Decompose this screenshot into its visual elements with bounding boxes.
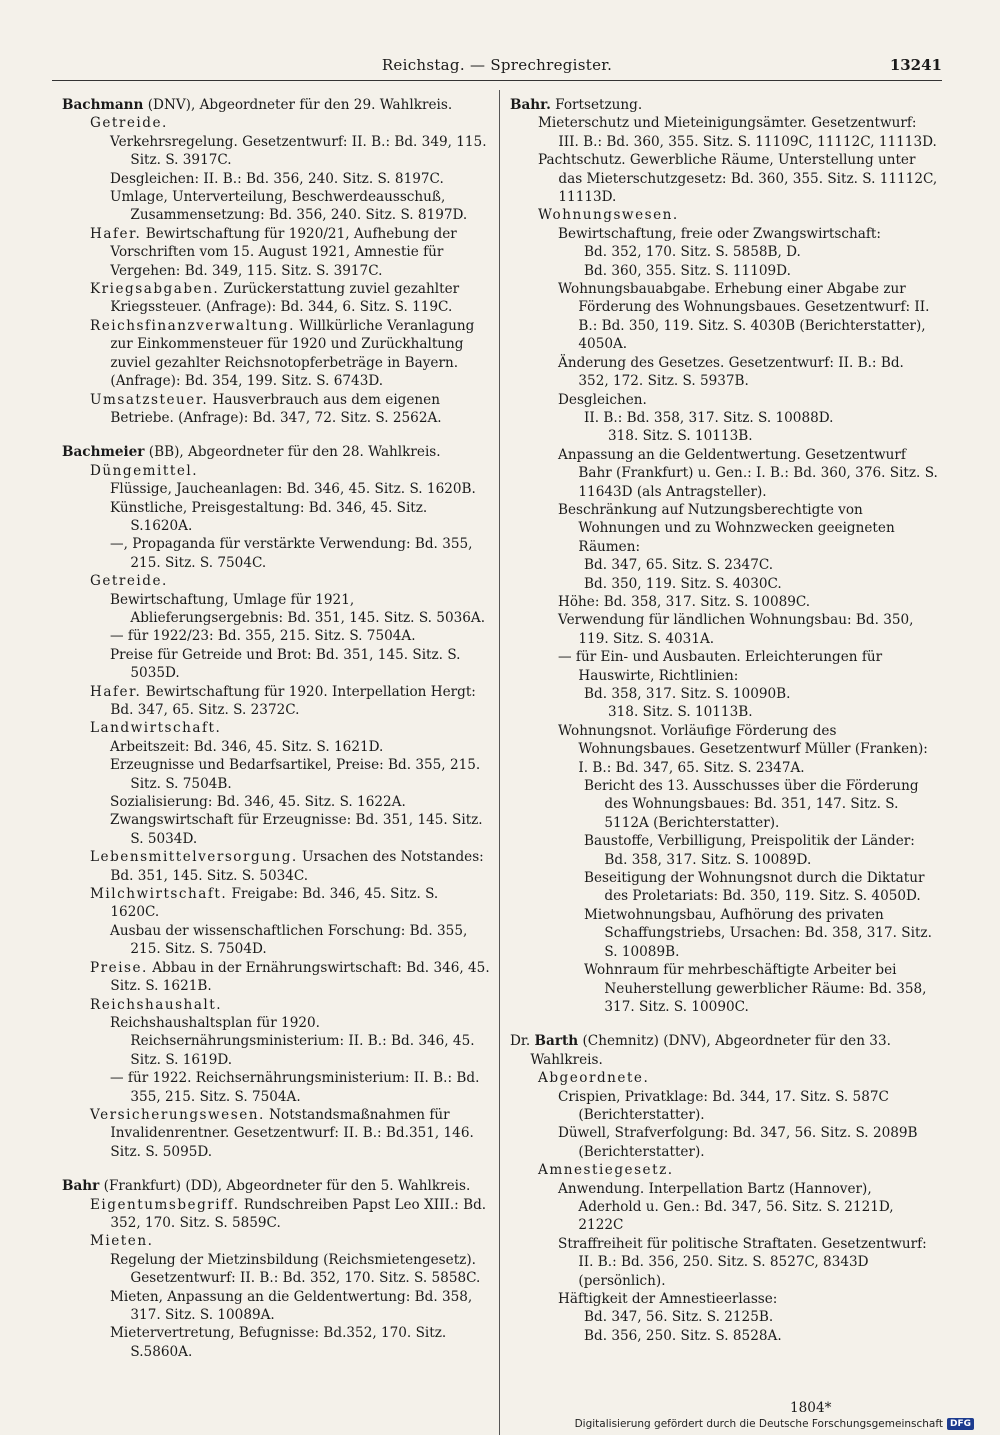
index-line xyxy=(584,906,938,961)
page-number: 13241 xyxy=(889,56,942,74)
index-line xyxy=(584,1308,938,1326)
subject-heading: Düngemittel. xyxy=(90,462,199,479)
index-text: — für Ein- und Ausbauten. Erleichterungen für Hauswirte, Richtlinien: xyxy=(558,649,883,684)
index-line xyxy=(110,133,490,170)
speaker-name: Bachmeier xyxy=(62,444,145,461)
index-text: Zwangswirtschaft für Erzeugnisse: Bd. 351, 145. Sitz. S. 5034D. xyxy=(110,812,483,847)
subject-heading: Wohnungswesen. xyxy=(538,207,679,224)
index-line xyxy=(110,793,490,811)
index-text: Mieterschutz und Mieteinigungsämter. Gesetzentwurf: III. B.: Bd. 360, 355. Sitz. S. 11109C, 11112C, 11113D. xyxy=(538,115,937,150)
index-text: Flüssige, Jaucheanlagen: Bd. 346, 45. Sitz. S. 1620B. xyxy=(110,481,476,498)
index-line xyxy=(90,683,490,720)
index-line xyxy=(584,685,938,703)
index-line xyxy=(110,738,490,756)
index-text: Regelung der Mietzinsbildung (Reichsmietengesetz). Gesetzentwurf: II. B.: Bd. 352, 170. Sitz. S. 5858C. xyxy=(110,1251,481,1287)
index-line xyxy=(90,1196,490,1233)
index-text: Straffreiheit für politische Straftaten. Gesetzentwurf: II. B.: Bd. 356, 250. Sitz. S. 8527C, 8343D (persönlich). xyxy=(558,1235,927,1289)
subject-heading: Mieten. xyxy=(90,1233,154,1250)
subject-heading: Hafer. xyxy=(90,225,142,242)
index-line xyxy=(110,1288,490,1325)
index-line xyxy=(558,280,938,354)
index-line xyxy=(90,114,490,132)
index-line xyxy=(584,777,938,832)
index-text: Bd. 356, 250. Sitz. S. 8528A. xyxy=(584,1327,782,1344)
index-text: Dr. xyxy=(510,1033,535,1050)
index-text: Beseitigung der Wohnungsnot durch die Diktatur des Proletariats: Bd. 350, 119. Sitz. S. 4050D. xyxy=(584,870,925,905)
index-text: Häftigkeit der Amnestieerlasse: xyxy=(558,1291,778,1307)
column-divider xyxy=(499,90,500,1435)
subject-heading: Lebensmittelversorgung. xyxy=(90,849,298,866)
index-text: — für 1922. Reichsernährungsministerium: II. B.: Bd. 355, 215. Sitz. S. 7504A. xyxy=(110,1070,480,1105)
index-line xyxy=(110,1324,490,1361)
index-text: Umlage, Unterverteilung, Beschwerdeausschuß, Zusammensetzung: Bd. 356, 240. Sitz. S. 8197D. xyxy=(110,189,468,224)
index-line xyxy=(538,114,938,151)
index-line xyxy=(558,446,938,501)
index-line xyxy=(558,593,938,611)
index-text: Baustoffe, Verbilligung, Preispolitik der Länder: Bd. 358, 317. Sitz. S. 10089D. xyxy=(584,833,915,868)
index-line xyxy=(510,1032,938,1069)
index-text: Willkürliche Veranlagung zur Einkommensteuer für 1920 und Zurückhaltung zuviel gezahlter Reichsnotopferbeträge in Bayern. (Anfrage): Bd. 354, 199. Sitz. S. 6743D. xyxy=(110,317,475,390)
index-line xyxy=(110,1014,490,1069)
index-line xyxy=(584,832,938,869)
index-text: Ausbau der wissenschaftlichen Forschung: Bd. 355, 215. Sitz. S. 7504D. xyxy=(110,922,468,958)
index-text: Bd. 358, 317. Sitz. S. 10090B. xyxy=(584,686,791,702)
speaker-name: Bahr. xyxy=(510,97,551,113)
index-text: Bewirtschaftung, Umlage für 1921, Ablieferungsergebnis: Bd. 351, 145. Sitz. S. 5036A. xyxy=(110,591,486,626)
speaker-name: Bahr xyxy=(62,1178,100,1195)
index-text: Pachtschutz. Gewerbliche Räume, Unterstellung unter das Mieterschutzgesetz: Bd. 360, 355. Sitz. S. 11112C, 11113D. xyxy=(538,152,938,206)
index-line xyxy=(110,591,490,628)
index-text: Bd. 347, 56. Sitz. S. 2125B. xyxy=(584,1309,774,1326)
index-text: Wohnraum für mehrbeschäftigte Arbeiter bei Neuherstellung gewerblicher Räume: Bd. 358, 317. Sitz. S. 10090C. xyxy=(584,962,927,1015)
index-text: Mietwohnungsbau, Aufhörung des privaten Schaffungstriebs, Ursachen: Bd. 358, 317. Sitz. S. 10089B. xyxy=(584,906,932,960)
index-line xyxy=(558,722,938,777)
index-text: Zurückerstattung zuviel gezahlter Kriegssteuer. (Anfrage): Bd. 344, 6. Sitz. S. 119C. xyxy=(110,281,460,316)
index-text: Erzeugnisse und Bedarfsartikel, Preise: Bd. 355, 215. Sitz. S. 7504B. xyxy=(110,757,481,792)
index-line xyxy=(584,961,938,1016)
right-column xyxy=(510,96,938,1345)
index-text: Freigabe: Bd. 346, 45. Sitz. S. 1620C. xyxy=(110,886,439,921)
index-text: II. B.: Bd. 358, 317. Sitz. S. 10088D. xyxy=(584,409,834,426)
index-line xyxy=(558,225,938,243)
index-text: — für 1922/23: Bd. 355, 215. Sitz. S. 7504A. xyxy=(110,628,416,645)
index-line xyxy=(90,885,490,922)
index-text: Ursachen des Notstandes: Bd. 351, 145. Sitz. S. 5034C. xyxy=(110,849,484,884)
index-line xyxy=(90,462,490,480)
index-line xyxy=(110,480,490,498)
index-text: Wohnungsbauabgabe. Erhebung einer Abgabe zur Förderung des Wohnungsbaues. Gesetzentwurf: II. B.: Bd. 350, 119. Sitz. S. 4030B (Berichterstatter), 4050A. xyxy=(558,281,930,353)
index-line xyxy=(538,151,938,206)
index-line xyxy=(90,848,490,885)
index-line xyxy=(608,427,938,445)
index-line xyxy=(90,317,490,391)
subject-heading: Kriegsabgaben. xyxy=(90,281,220,298)
index-line xyxy=(510,96,938,114)
index-line xyxy=(584,243,938,261)
index-text: Bd. 350, 119. Sitz. S. 4030C. xyxy=(584,575,782,592)
index-line xyxy=(62,1177,490,1195)
index-line xyxy=(584,262,938,280)
index-text: Künstliche, Preisgestaltung: Bd. 346, 45. Sitz. S.1620A. xyxy=(110,499,428,534)
page-title: Reichstag. — Sprechregister. xyxy=(381,56,613,74)
dfg-logo-icon: DFG xyxy=(947,1418,974,1430)
index-line xyxy=(608,703,938,721)
subject-heading: Preise. xyxy=(90,959,148,976)
index-text: Verkehrsregelung. Gesetzentwurf: II. B.: Bd. 349, 115. Sitz. S. 3917C. xyxy=(110,133,487,169)
index-line xyxy=(558,1180,938,1235)
index-text: Bewirtschaftung, freie oder Zwangswirtschaft: xyxy=(558,225,881,242)
index-text: Fortsetzung. xyxy=(550,97,643,113)
signature-mark: 1804* xyxy=(790,1400,832,1416)
index-line xyxy=(538,1069,938,1087)
index-text: Anpassung an die Geldentwertung. Gesetzentwurf Bahr (Frankfurt) u. Gen.: I. B.: Bd. 360, 376. Sitz. S. 11643D (als Antragsteller). xyxy=(558,446,938,500)
index-text: Änderung des Gesetzes. Gesetzentwurf: II. B.: Bd. 352, 172. Sitz. S. 5937B. xyxy=(558,354,904,390)
index-text: 318. Sitz. S. 10113B. xyxy=(608,704,753,721)
index-text: (DNV), Abgeordneter für den 29. Wahlkreis. xyxy=(143,97,453,113)
entry-gap xyxy=(62,427,490,443)
index-line xyxy=(110,535,490,572)
index-line xyxy=(558,354,938,391)
index-text: Preise für Getreide und Brot: Bd. 351, 145. Sitz. S. 5035D. xyxy=(110,646,461,682)
subject-heading: Getreide. xyxy=(90,573,168,590)
index-line xyxy=(558,501,938,556)
index-line xyxy=(110,811,490,848)
index-line xyxy=(90,996,490,1014)
index-text: Desgleichen. xyxy=(558,391,647,408)
index-line xyxy=(90,572,490,590)
subject-heading: Getreide. xyxy=(90,115,168,132)
subject-heading: Versicherungswesen. xyxy=(90,1106,265,1123)
index-line xyxy=(558,611,938,648)
index-text: Hausverbrauch aus dem eigenen Betriebe. (Anfrage): Bd. 347, 72. Sitz. S. 2562A. xyxy=(110,391,442,426)
index-text: Bd. 360, 355. Sitz. S. 11109D. xyxy=(584,262,791,279)
index-line xyxy=(62,96,490,114)
index-text: Anwendung. Interpellation Bartz (Hannover), Aderhold u. Gen.: Bd. 347, 56. Sitz. S. 2121D, 2122C xyxy=(558,1180,894,1234)
index-text: Rundschreiben Papst Leo XIII.: Bd. 352, 170. Sitz. S. 5859C. xyxy=(110,1196,487,1231)
index-text: Düwell, Strafverfolgung: Bd. 347, 56. Sitz. S. 2089B (Berichterstatter). xyxy=(558,1125,918,1160)
subject-heading: Reichshaushalt. xyxy=(90,996,223,1013)
index-text: Arbeitszeit: Bd. 346, 45. Sitz. S. 1621D. xyxy=(110,738,384,755)
index-line xyxy=(558,648,938,685)
index-text: (Frankfurt) (DD), Abgeordneter für den 5. Wahlkreis. xyxy=(99,1178,471,1195)
index-line xyxy=(584,556,938,574)
index-line xyxy=(90,1106,490,1161)
index-line xyxy=(584,1327,938,1345)
subject-heading: Landwirtschaft. xyxy=(90,720,222,737)
index-line xyxy=(584,409,938,427)
credit-text: Digitalisierung gefördert durch die Deutsche Forschungsgemeinschaft xyxy=(574,1418,943,1430)
index-text: (Chemnitz) (DNV), Abgeordneter für den 33. Wahlkreis. xyxy=(530,1033,891,1068)
index-line xyxy=(584,869,938,906)
index-line xyxy=(584,575,938,593)
index-line xyxy=(110,188,490,225)
index-text: Notstandsmaßnahmen für Invalidenrentner. Gesetzentwurf: II. B.: Bd.351, 146. Sitz. S. 5095D. xyxy=(110,1106,474,1160)
index-text: Bewirtschaftung für 1920/21, Aufhebung der Vorschriften vom 15. August 1921, Amnestie für Vergehen: Bd. 349, 115. Sitz. S. 3917C. xyxy=(110,225,457,279)
index-line xyxy=(110,1069,490,1106)
index-line xyxy=(62,443,490,461)
index-line xyxy=(110,1251,490,1288)
index-line xyxy=(558,1124,938,1161)
index-line xyxy=(90,1232,490,1250)
index-line xyxy=(558,1235,938,1290)
index-line xyxy=(90,959,490,996)
subject-heading: Amnestiegesetz. xyxy=(538,1162,674,1179)
index-line xyxy=(110,756,490,793)
index-text: Desgleichen: II. B.: Bd. 356, 240. Sitz. S. 8197C. xyxy=(110,170,444,187)
index-text: Wohnungsnot. Vorläufige Förderung des Wohnungsbaues. Gesetzentwurf Müller (Franken): I. B.: Bd. 347, 65. Sitz. S. 2347A. xyxy=(558,722,928,776)
index-text: Bd. 352, 170. Sitz. S. 5858B, D. xyxy=(584,244,801,261)
speaker-name: Bachmann xyxy=(62,97,144,113)
index-text: (BB), Abgeordneter für den 28. Wahlkreis. xyxy=(144,444,441,461)
index-line xyxy=(558,1290,938,1308)
index-line xyxy=(538,206,938,224)
page-header xyxy=(52,56,942,81)
entry-gap xyxy=(510,1016,938,1032)
index-text: Mietervertretung, Befugnisse: Bd.352, 170. Sitz. S.5860A. xyxy=(110,1325,447,1360)
index-line xyxy=(110,627,490,645)
index-text: Bericht des 13. Ausschusses über die Förderung des Wohnungsbaues: Bd. 351, 147. Sitz. S. 5112A (Berichterstatter). xyxy=(584,778,919,831)
index-text: Bewirtschaftung für 1920. Interpellation Hergt: Bd. 347, 65. Sitz. S. 2372C. xyxy=(110,683,476,718)
index-text: Beschränkung auf Nutzungsberechtigte von Wohnungen und zu Wohnzwecken geeigneten Räumen: xyxy=(558,501,895,555)
index-text: Crispien, Privatklage: Bd. 344, 17. Sitz. S. 587C (Berichterstatter). xyxy=(558,1088,889,1123)
index-line xyxy=(90,225,490,280)
index-line xyxy=(90,391,490,428)
index-line xyxy=(110,922,490,959)
index-line xyxy=(538,1161,938,1179)
index-text: Sozialisierung: Bd. 346, 45. Sitz. S. 1622A. xyxy=(110,794,406,811)
index-text: —, Propaganda für verstärkte Verwendung: Bd. 355, 215. Sitz. S. 7504C. xyxy=(110,536,473,571)
index-text: Abbau in der Ernährungswirtschaft: Bd. 346, 45. Sitz. S. 1621B. xyxy=(110,959,490,995)
index-line xyxy=(110,170,490,188)
speaker-name: Barth xyxy=(534,1033,579,1050)
index-line xyxy=(90,719,490,737)
subject-heading: Eigentumsbegriff. xyxy=(90,1196,240,1213)
index-line xyxy=(558,391,938,409)
index-text: Verwendung für ländlichen Wohnungsbau: Bd. 350, 119. Sitz. S. 4031A. xyxy=(558,612,914,647)
index-text: Höhe: Bd. 358, 317. Sitz. S. 10089C. xyxy=(558,593,811,610)
subject-heading: Umsatzsteuer. xyxy=(90,391,209,408)
entry-gap xyxy=(62,1161,490,1177)
index-text: Reichshaushaltsplan für 1920. Reichsernährungsministerium: II. B.: Bd. 346, 45. Sitz. S. 1619D. xyxy=(110,1014,475,1068)
subject-heading: Hafer. xyxy=(90,683,142,700)
index-line xyxy=(110,646,490,683)
index-text: Mieten, Anpassung an die Geldentwertung: Bd. 358, 317. Sitz. S. 10089A. xyxy=(110,1288,473,1323)
subject-heading: Reichsfinanzverwaltung. xyxy=(90,317,295,334)
index-line xyxy=(558,1088,938,1125)
index-line xyxy=(110,499,490,536)
index-text: 318. Sitz. S. 10113B. xyxy=(608,428,753,445)
left-column xyxy=(62,96,490,1361)
subject-heading: Abgeordnete. xyxy=(538,1070,650,1087)
index-line xyxy=(90,280,490,317)
index-text: Bd. 347, 65. Sitz. S. 2347C. xyxy=(584,557,774,574)
subject-heading: Milchwirtschaft. xyxy=(90,886,228,903)
digitization-credit xyxy=(575,1418,974,1430)
